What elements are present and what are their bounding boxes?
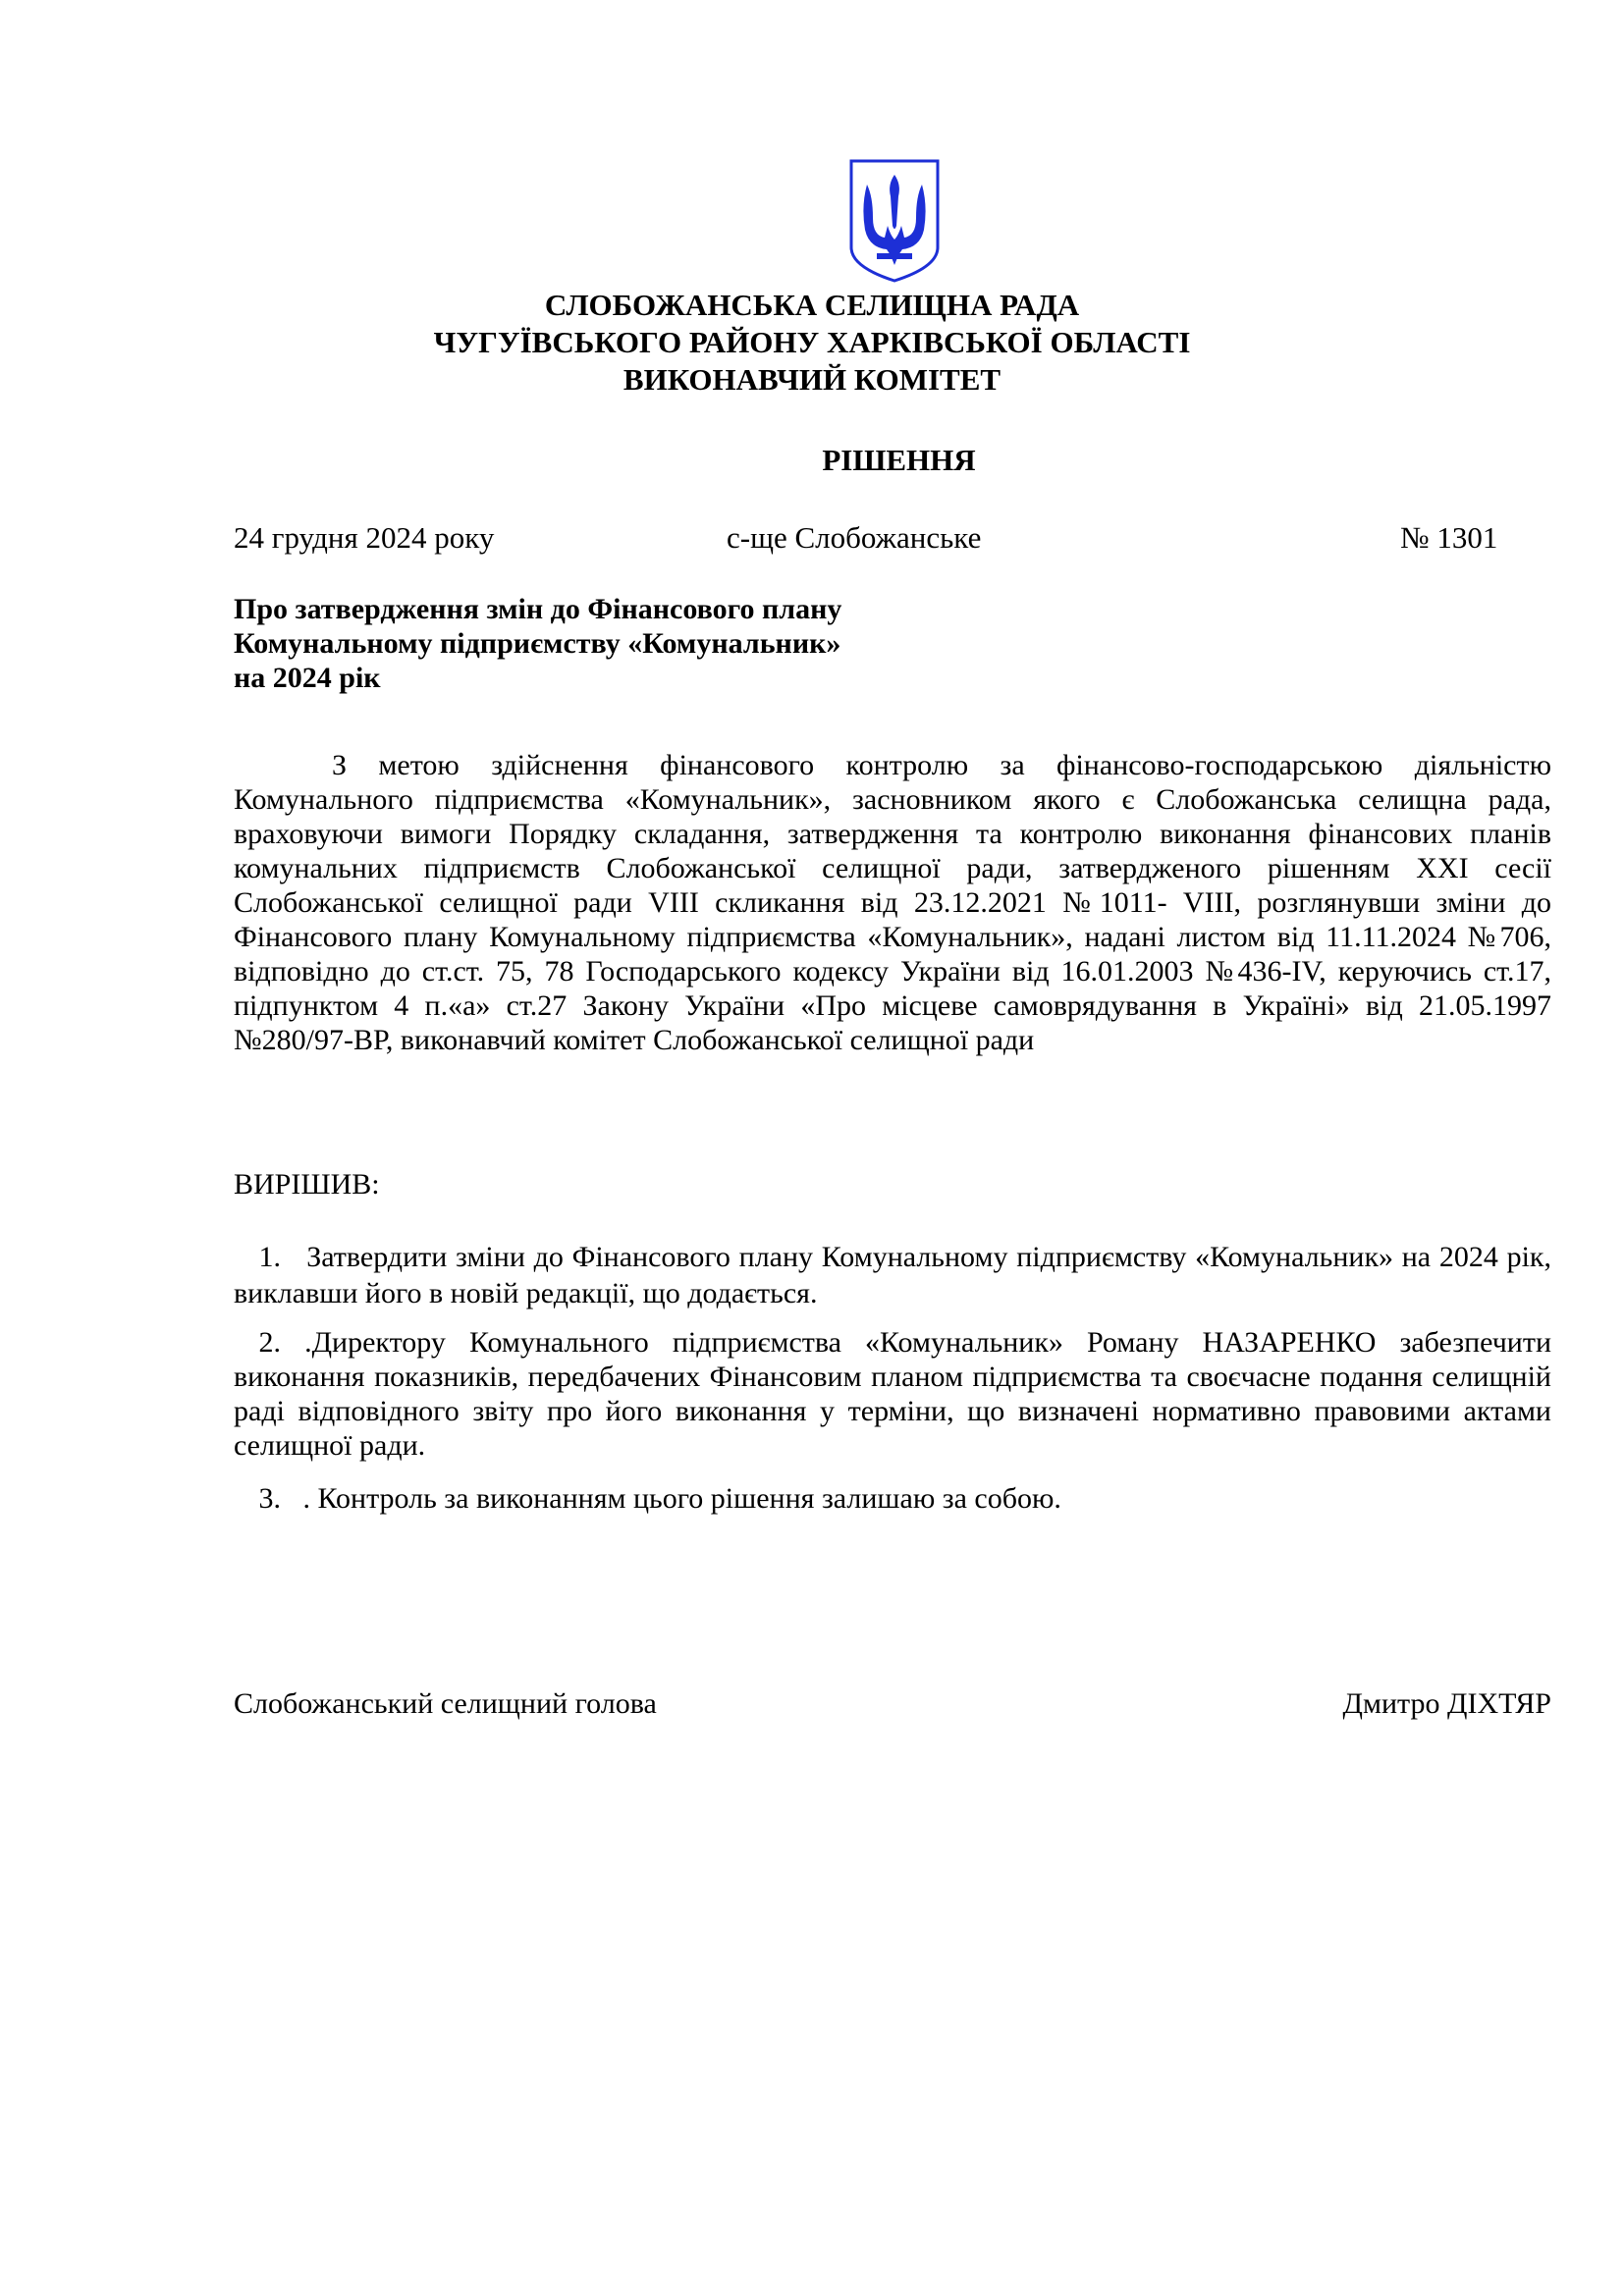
decision-item [234,1325,1551,1463]
subject-line: на 2024 рік [234,662,381,694]
item-number: 3. [258,1482,281,1515]
header-district-region: ЧУГУЇВСЬКОГО РАЙОНУ ХАРКІВСЬКОЇ ОБЛАСТІ [433,325,1191,359]
item-text: Затвердити зміни до Фінансового плану Комунальному підприємству «Комунальник» на 2024 рік, виклавши його в новій редакції, що додається. [234,1241,1552,1309]
decision-item [234,1480,1551,1517]
document-type-title: РІШЕННЯ [822,443,976,477]
resolved-label: ВИРІШИВ: [234,1168,380,1201]
subject-line: Комунальному підприємству «Комунальник» [234,627,841,660]
preamble-paragraph [234,748,1551,1057]
signatory-position: Слобожанський селищний голова [234,1687,657,1720]
subject-line: Про затвердження змін до Фінансового плану [234,593,842,625]
coat-of-arms-emblem [847,157,942,285]
issuer-header [0,287,1624,399]
decision-subject [234,592,841,695]
item-number: 2. [258,1326,281,1359]
signatory-name: Дмитро ДІХТЯР [1342,1687,1551,1720]
decision-number: № 1301 [1400,520,1498,555]
preamble-text: З метою здійснення фінансового контролю за фінансово-господарською діяльністю Комунального підприємства «Комунальник», засновником якого є Слобожанська селищна рада, враховуючи вимоги Порядку складання, затвердження та контролю виконання фінансових планів комунальних підприємств Слобожанської селищної ради, затвердженого рішенням XXI сесії Слобожанської селищної ради VIII скликання від 23.12.2021 №1011- VIII, розглянувши зміни до Фінансового плану Комунальному підприємства «Комунальник», надані листом від 11.11.2024 №706, відповідно до ст.ст. 75, 78 Господарського кодексу України від 16.01.2003 №436-IV, керуючись ст.17, підпунктом 4 п.«а» ст.27 Закону України «Про місцеве самоврядування в Україні» від 21.05.1997 №280/97-ВР, виконавчий комітет Слобожанської селищної ради [234,749,1551,1056]
decision-date: 24 грудня 2024 року [234,520,495,555]
header-council-name: СЛОБОЖАНСЬКА СЕЛИЩНА РАДА [544,288,1080,322]
decision-item [234,1239,1551,1311]
item-text: . Контроль за виконанням цього рішення залишаю за собою. [302,1482,1061,1515]
item-number: 1. [258,1241,281,1273]
header-executive-committee: ВИКОНАВЧИЙ КОМІТЕТ [623,362,1001,397]
decision-place: с-ще Слобожанське [727,520,982,555]
item-text: .Директору Комунального підприємства «Комунальник» Роману НАЗАРЕНКО забезпечити виконання показників, передбачених Фінансовим планом підприємства та своєчасне подання селищній раді відповідного звіту про його виконання у терміни, що визначені нормативно правовими актами селищної ради. [234,1326,1551,1462]
